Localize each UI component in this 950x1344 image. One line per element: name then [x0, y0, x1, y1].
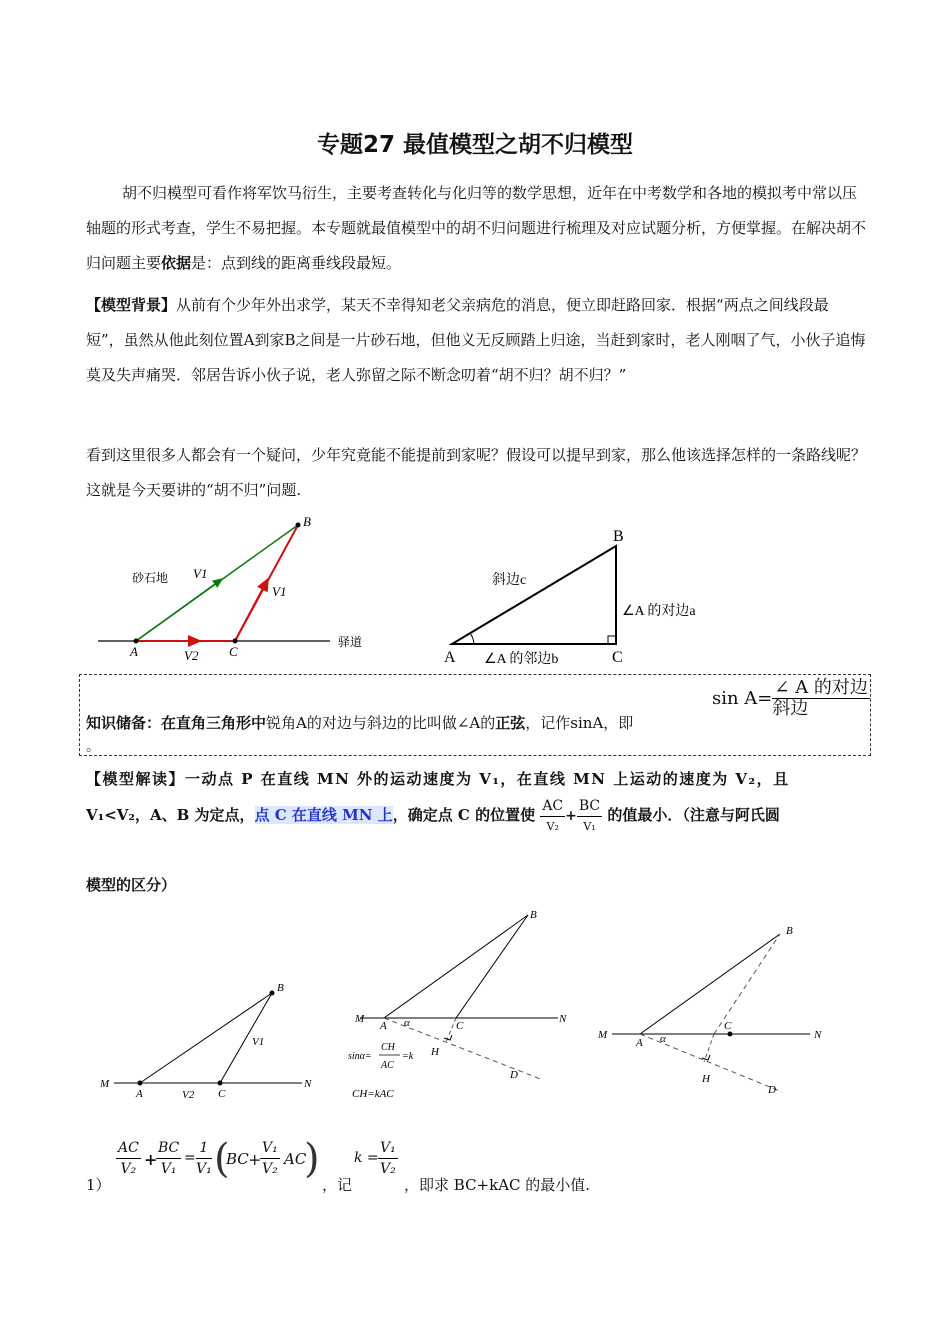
step-frac-v1-b: V₁	[196, 1161, 212, 1177]
point-b	[270, 991, 275, 996]
background-paragraph-2	[86, 438, 866, 508]
k-frac-v2: V₂	[380, 1161, 396, 1177]
ac-term: AC	[284, 1150, 307, 1168]
label-n: N	[559, 1013, 567, 1025]
model-text-3: 模型的区分）	[86, 876, 177, 894]
model-diagram-construction	[338, 905, 583, 1105]
sin-numerator: CH	[381, 1042, 395, 1053]
paren-right: )	[304, 1136, 320, 1182]
page-title: 专题27 最值模型之胡不归模型	[316, 132, 633, 158]
intro-text: 胡不归模型可看作将军饮马衍生，主要考查转化与化归等的数学思想，近年在中考数学和各地的模拟考中常以压轴题的形式考查，学生不易把握。本专题就最值模型中的胡不归问题进行梳理及对应试题分析，方便掌握。在解决胡不归问题主要	[86, 184, 867, 272]
label-b: B	[613, 528, 624, 545]
point-a	[138, 1081, 143, 1086]
label-m: M	[100, 1078, 110, 1090]
label-b: B	[786, 925, 793, 937]
knowledge-text-1: 锐角A的对边与斜边的比叫做∠A的	[266, 714, 496, 732]
knowledge-end: 。	[86, 739, 100, 755]
model-text-1: 一动点 P 在直线 MN 外的运动速度为 V₁，在直线 MN 上运动的速度为 V₂，且	[185, 770, 790, 788]
background-text-2: 看到这里很多人都会有一个疑问，少年究竟能不能提前到家呢？假设可以提早到家，那么他该选择怎样的一条路线呢？这就是今天要讲的“胡不归”问题.	[86, 446, 867, 499]
line-ab	[640, 934, 780, 1034]
label-b: B	[277, 982, 284, 994]
model-text-2a: V₁<V₂，A、B 为定点，	[86, 806, 255, 824]
line-cb	[456, 915, 528, 1018]
sine-denominator: 斜边	[772, 698, 809, 719]
step-end-text: ，即求 BC+kAC 的最小值.	[404, 1176, 591, 1194]
route-diagram	[90, 510, 390, 670]
sine-lhs: sin A=	[712, 688, 773, 709]
plus-sign: +	[144, 1150, 158, 1169]
label-a: A	[380, 1020, 387, 1032]
label-c: C	[456, 1020, 464, 1032]
model-text-2b: ，确定点 C 的位置使	[392, 806, 536, 824]
label-a: A	[136, 1088, 143, 1100]
label-opposite: ∠A 的对边a	[622, 604, 696, 619]
frac-bc: BC	[577, 796, 602, 817]
sine-formula	[712, 678, 870, 719]
frac-v1: V₁	[583, 819, 596, 833]
step-frac-ac: AC	[116, 1138, 141, 1159]
highlight-point-c: 点 C 在直线 MN 上	[254, 806, 393, 824]
step-frac-v2: V₂	[120, 1161, 137, 1177]
bc-term: BC	[226, 1150, 249, 1168]
line-ab	[384, 915, 528, 1018]
background-text: 从前有个少年外出求学，某天不幸得知老父亲病危的消息，便立即赶路回家．根据“两点之间线段最短”，虽然从他此刻位置A到家B之间是一片砂石地，但他义无反顾踏上归途，当赶到家时，老人刚咽了气，小伙子追悔莫及失声痛哭．邻居告诉小伙子说，老人弥留之际不断念叨着“胡不归？胡不归？”	[86, 296, 866, 384]
label-n: N	[304, 1078, 312, 1090]
triangle	[452, 546, 616, 644]
ch-equation: CH=kAC	[352, 1088, 394, 1100]
inner-frac-v1: V₁	[260, 1138, 280, 1159]
background-label: 【模型背景】	[86, 296, 177, 314]
background-paragraph	[86, 288, 866, 393]
point-c	[728, 1032, 733, 1037]
k-frac-v1: V₁	[378, 1138, 398, 1159]
step-1-number: 1）	[86, 1176, 111, 1194]
model-line-1	[86, 768, 866, 789]
point-a	[134, 639, 139, 644]
model-line-2: V₁<V₂，A、B 为定点，点 C 在直线 MN 上，确定点 C 的位置使 $\frac{AC}{\text{V₂}}$ + $\frac{BC}{\text{V₁}}$ 的值最小．（注意与阿氏圆	[86, 795, 886, 837]
right-triangle-diagram	[440, 522, 740, 672]
label-b: B	[303, 514, 311, 529]
intro-bold: 依据	[161, 254, 192, 272]
label-d: D	[768, 1084, 776, 1096]
label-hypotenuse: 斜边c	[492, 573, 527, 588]
angle-a-arc	[470, 633, 474, 644]
knowledge-text	[86, 712, 726, 733]
point-c	[218, 1081, 223, 1086]
plus-sign-2: +	[248, 1150, 262, 1169]
k-label: k =	[354, 1150, 379, 1166]
label-c: C	[229, 644, 238, 659]
point-b	[296, 523, 301, 528]
label-v2: V2	[182, 1089, 195, 1101]
label-h: H	[431, 1046, 439, 1058]
point-c	[233, 639, 238, 644]
step-comma: ，记	[322, 1176, 353, 1194]
label-alpha: α	[404, 1017, 410, 1029]
label-n: N	[814, 1029, 822, 1041]
label-sand: 砂石地	[132, 571, 169, 585]
label-alpha: α	[660, 1033, 666, 1045]
model-label: 【模型解读】	[86, 770, 186, 788]
right-angle-mark	[608, 636, 616, 644]
label-a: A	[130, 644, 138, 659]
label-m: M	[598, 1029, 608, 1041]
knowledge-text-2: ，记作sinA，即	[525, 714, 634, 732]
label-h: H	[702, 1073, 710, 1085]
label-c: C	[724, 1020, 732, 1032]
v1-arrow-green	[136, 579, 222, 641]
knowledge-bold-1: 在直角三角形中	[161, 714, 267, 732]
label-c: C	[218, 1088, 226, 1100]
sine-numerator: ∠ A 的对边	[774, 677, 868, 698]
label-v1-b: V1	[272, 584, 287, 599]
label-v1: V1	[252, 1036, 265, 1048]
inner-frac-v2: V₂	[262, 1161, 278, 1177]
knowledge-label: 知识储备：	[86, 714, 162, 732]
line-cb-dashed	[714, 934, 780, 1034]
label-a: A	[444, 649, 456, 666]
label-m: M	[355, 1013, 365, 1025]
step-frac-v1: V₁	[160, 1161, 177, 1177]
label-d: D	[510, 1069, 518, 1081]
intro-paragraph	[86, 176, 866, 281]
sin-denominator: AC	[381, 1060, 394, 1071]
v1-arrow-red	[235, 579, 268, 641]
label-v2: V2	[184, 648, 199, 663]
label-adjacent: ∠A 的邻边b	[484, 652, 559, 667]
frac-v2: V₂	[546, 819, 559, 833]
step-frac-bc: BC	[156, 1138, 181, 1159]
frac-ac: AC	[540, 796, 565, 817]
model-diagram-solution	[592, 922, 837, 1102]
label-b: B	[530, 909, 537, 921]
model-diagram-basic	[90, 975, 330, 1105]
sin-rhs: =k	[402, 1051, 414, 1062]
step-frac-one: 1	[196, 1138, 212, 1159]
label-a: A	[636, 1037, 643, 1049]
intro-end: 是：点到线的距离垂线段最短。	[191, 254, 402, 272]
paren-left: (	[214, 1136, 230, 1182]
model-text-2c: 的值最小．（注意与阿氏圆	[607, 806, 780, 824]
label-c: C	[612, 649, 623, 666]
label-v1: V1	[193, 566, 208, 581]
equals-sign: =	[184, 1150, 196, 1166]
sin-lhs: sinα=	[348, 1051, 372, 1062]
step-1-line	[86, 1138, 886, 1198]
label-road: 驿道	[338, 635, 363, 649]
knowledge-bold-2: 正弦	[495, 714, 526, 732]
